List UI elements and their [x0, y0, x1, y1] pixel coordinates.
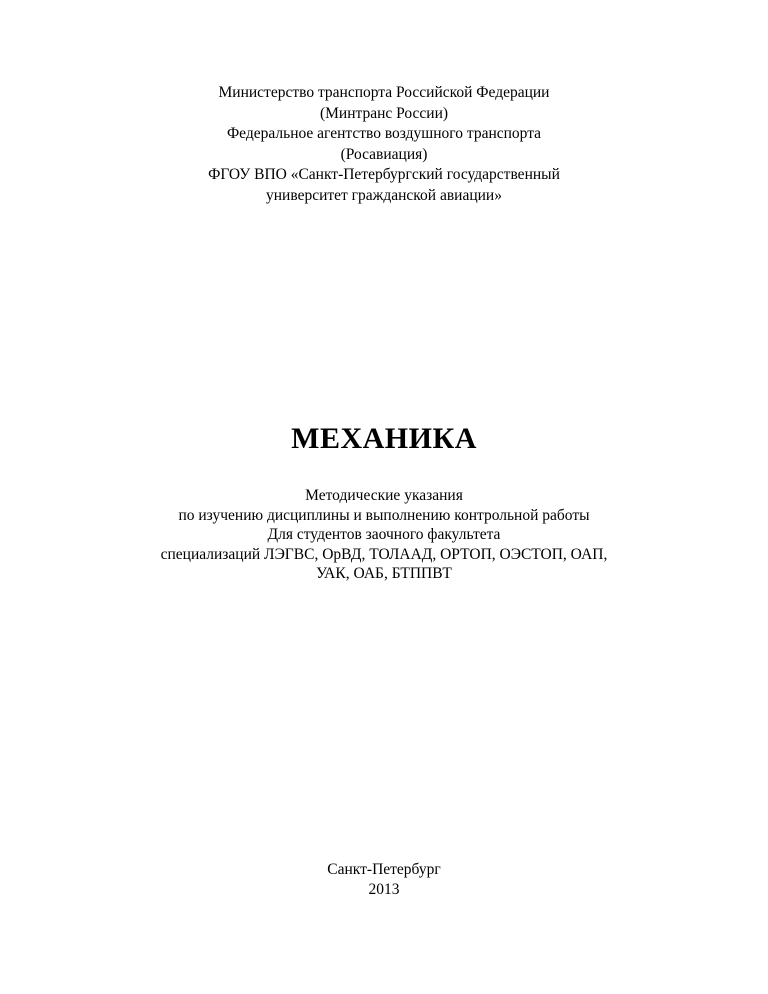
- header-university-line-2: университет гражданской авиации»: [266, 186, 502, 204]
- footer-year: 2013: [368, 881, 400, 898]
- header-ministry-short-line: (Минтранс России): [319, 104, 449, 122]
- subtitle-line-3: Для студентов заочного факультета: [267, 526, 501, 543]
- subtitle-line-4: специализаций ЛЭГВС, ОрВД, ТОЛААД, ОРТОП, ОЭСТОП, ОАП,: [160, 545, 608, 563]
- subtitle-line-1: Методические указания: [305, 487, 463, 504]
- subtitle-line-5: УАК, ОАБ, БТППВТ: [316, 565, 452, 582]
- subtitle-line-2: по изучению дисциплины и выполнению контрольной работы: [178, 506, 590, 524]
- document-subtitle-block: [0, 486, 768, 584]
- header-university-line-1: ФГОУ ВПО «Санкт-Петербургский государственный: [208, 166, 560, 183]
- header-institution-block: [0, 83, 768, 206]
- document-title: МЕХАНИКА: [291, 422, 477, 455]
- header-ministry-line: Министерство транспорта Российской Федерации: [218, 84, 550, 101]
- footer-city: Санкт-Петербург: [327, 861, 441, 878]
- header-agency-line: Федеральное агентство воздушного транспорта: [226, 125, 542, 142]
- document-footer: [0, 860, 768, 900]
- header-agency-short-line: (Росавиация): [340, 145, 428, 163]
